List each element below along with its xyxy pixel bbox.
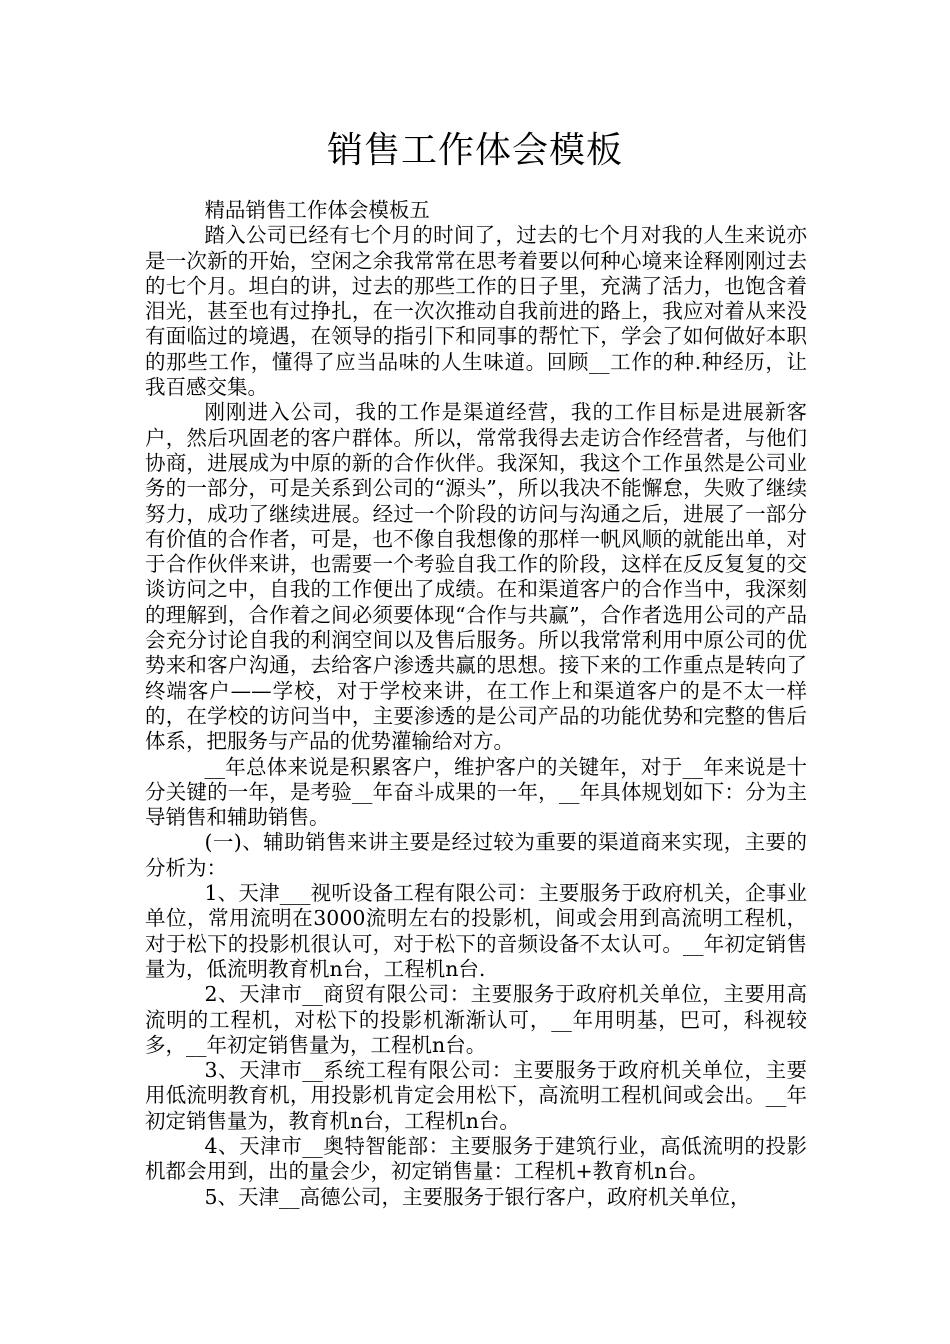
body-paragraph: (一)、辅助销售来讲主要是经过较为重要的渠道商来实现，主要的分析为：: [145, 830, 807, 880]
list-item-paragraph: 3、天津市__系统工程有限公司：主要服务于政府机关单位，主要用低流明教育机，用投影机肯定会用松下，高流明工程机间或会出。__年初定销售量为，教育机n台，工程机n台。: [145, 1058, 807, 1133]
body-paragraph: 踏入公司已经有七个月的时间了，过去的七个月对我的人生来说亦是一次新的开始，空闲之余我常常在思考着要以何种心境来诠释刚刚过去的七个月。坦白的讲，过去的那些工作的日子里，充满了活力，也饱含着泪光，甚至也有过挣扎，在一次次推动自我前进的路上，我应对着从来没有面临过的境遇，在领导的指引下和同事的帮忙下，学会了如何做好本职的那些工作，懂得了应当品味的人生味道。回顾__工作的种.种经历，让我百感交集。: [145, 223, 807, 400]
list-item-paragraph: 5、天津__高德公司，主要服务于银行客户，政府机关单位，: [204, 1184, 751, 1209]
subtitle-paragraph: 精品销售工作体会模板五: [204, 198, 430, 222]
document-body: [145, 198, 807, 1210]
body-paragraph: __年总体来说是积累客户，维护客户的关键年，对于__年来说是十分关键的一年，是考验__年奋斗成果的一年，__年具体规划如下：分为主导销售和辅助销售。: [145, 754, 807, 830]
list-item-paragraph: 1、天津___视听设备工程有限公司：主要服务于政府机关，企事业单位，常用流明在3000流明左右的投影机，间或会用到高流明工程机，对于松下的投影机很认可，对于松下的音频设备不太认可。__年初定销售量为，低流明教育机n台，工程机n台.: [145, 881, 807, 981]
document-title: 销售工作体会模板: [326, 130, 623, 171]
list-item-paragraph: 2、天津市__商贸有限公司：主要服务于政府机关单位，主要用高流明的工程机，对松下的投影机渐渐认可，__年用明基，巴可，科视较多，__年初定销售量为，工程机n台。: [145, 982, 807, 1057]
body-paragraph: 刚刚进入公司，我的工作是渠道经营，我的工作目标是进展新客户，然后巩固老的客户群体。所以，常常我得去走访合作经营者，与他们协商，进展成为中原的新的合作伙伴。我深知，我这个工作虽然是公司业务的一部分，可是关系到公司的“源头”，所以我决不能懈怠，失败了继续努力，成功了继续进展。经过一个阶段的访问与沟通之后，进展了一部分有价值的合作者，可是，也不像自我想像的那样一帆风顺的就能出单，对于合作伙伴来讲，也需要一个考验自我工作的阶段，这样在反反复复的交谈访问之中，自我的工作便出了成绩。在和渠道客户的合作当中，我深刻的理解到，合作着之间必须要体现“合作与共赢”，合作者选用公司的产品会充分讨论自我的利润空间以及售后服务。所以我常常利用中原公司的优势来和客户沟通，去给客户渗透共赢的思想。接下来的工作重点是转向了终端客户——学校，对于学校来讲，在工作上和渠道客户的是不太一样的，在学校的访问当中，主要渗透的是公司产品的功能优势和完整的售后体系，把服务与产品的优势灌输给对方。: [145, 400, 807, 754]
list-item-paragraph: 4、天津市__奥特智能部：主要服务于建筑行业，高低流明的投影机都会用到，出的量会少，初定销售量：工程机+教育机n台。: [145, 1133, 807, 1184]
